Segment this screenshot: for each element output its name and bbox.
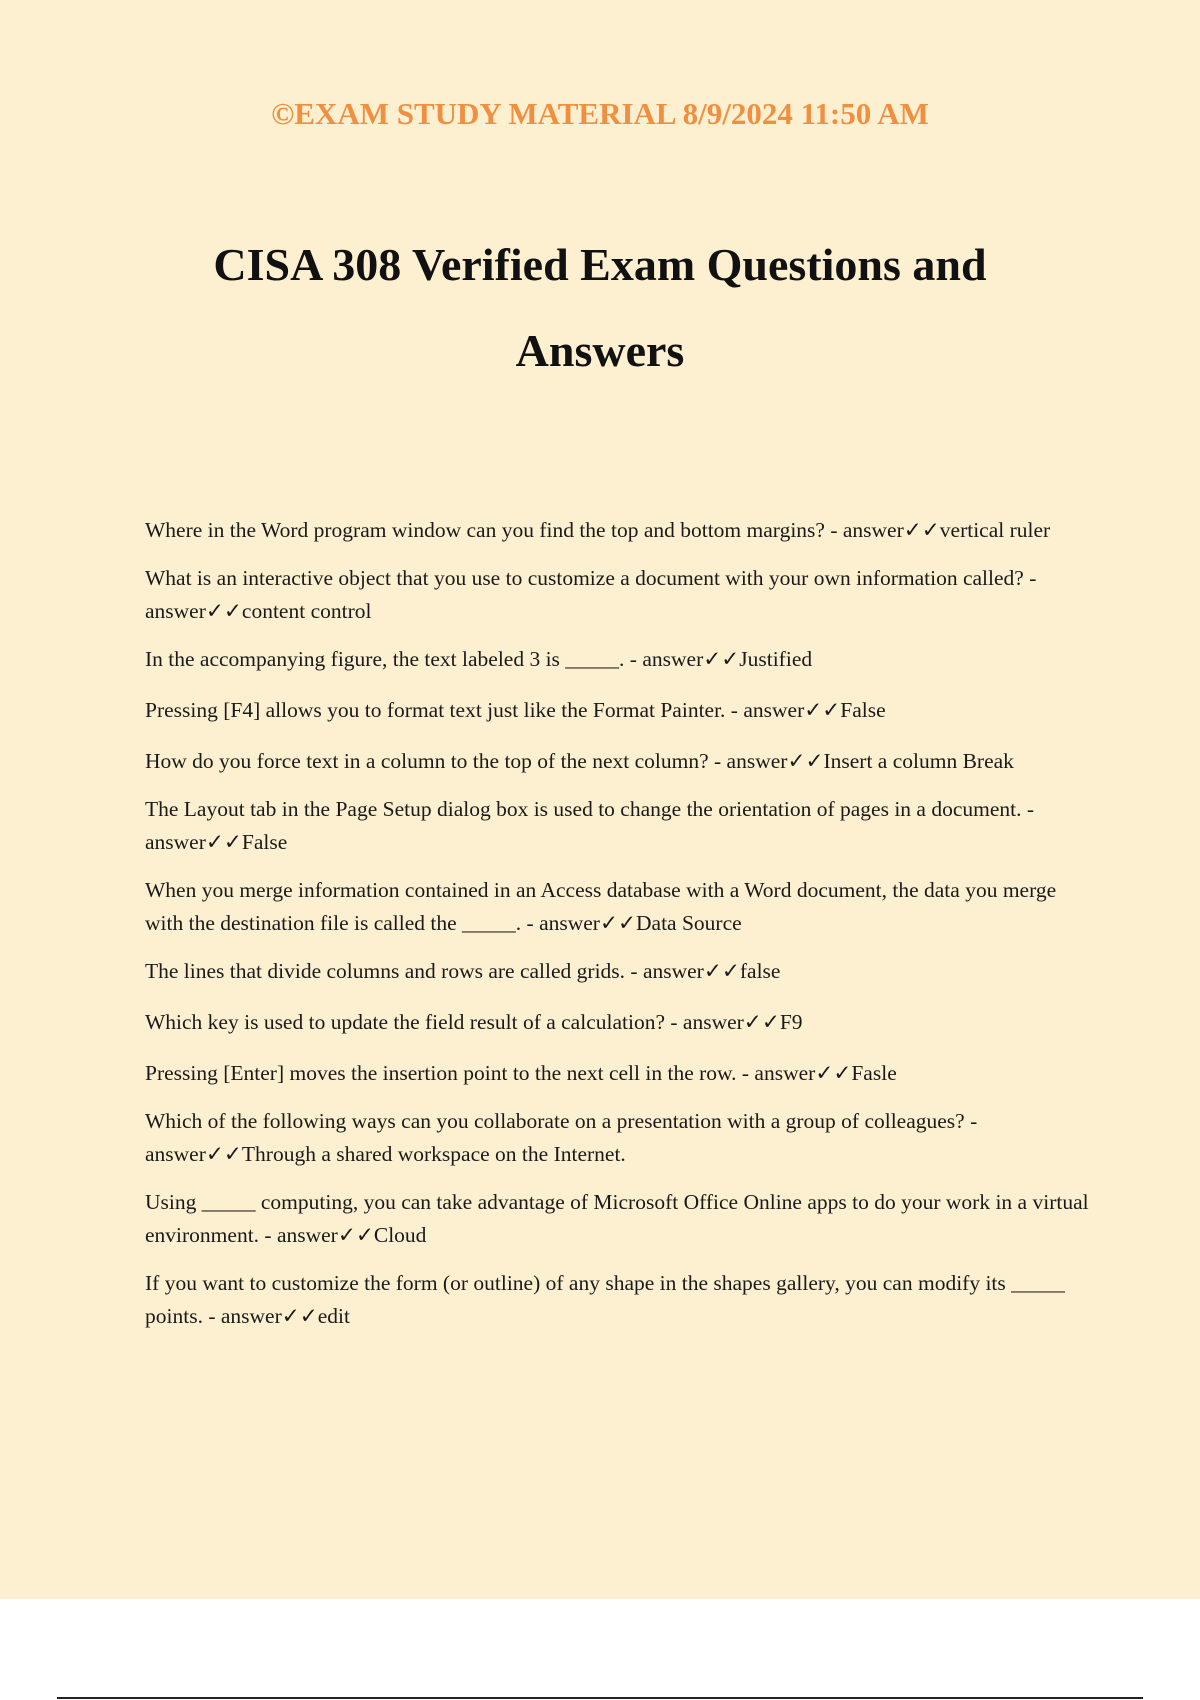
qa-item: How do you force text in a column to the top of the next column? - answer✓✓Insert a column Break	[145, 749, 1014, 773]
qa-list	[145, 514, 1090, 1348]
document-header	[0, 96, 1200, 132]
qa-item: The lines that divide columns and rows are called grids. - answer✓✓false	[145, 959, 781, 983]
qa-item: Using _____ computing, you can take advantage of Microsoft Office Online apps to do your work in a virtual environment. - answer✓✓Cloud	[145, 1190, 1089, 1247]
qa-item: What is an interactive object that you use to customize a document with your own information called? - answer✓✓content control	[145, 566, 1037, 623]
qa-item: When you merge information contained in an Access database with a Word document, the data you merge with the destination file is called the _____. - answer✓✓Data Source	[145, 878, 1057, 935]
header-text: EXAM STUDY MATERIAL 8/9/2024 11:50 AM	[294, 96, 929, 131]
page-title: CISA 308 Verified Exam Questions and Answers	[213, 239, 987, 376]
qa-item: Pressing [Enter] moves the insertion point to the next cell in the row. - answer✓✓Fasle	[145, 1061, 897, 1085]
qa-item: In the accompanying figure, the text labeled 3 is _____. - answer✓✓Justified	[145, 647, 813, 671]
qa-item: Which of the following ways can you collaborate on a presentation with a group of colleagues? - answer✓✓Through a shared workspace on the Internet.	[145, 1109, 978, 1166]
qa-item: If you want to customize the form (or outline) of any shape in the shapes gallery, you can modify its _____ points. - answer✓✓edit	[145, 1271, 1065, 1328]
qa-item: The Layout tab in the Page Setup dialog box is used to change the orientation of pages in a document. - answer✓✓False	[145, 797, 1035, 854]
qa-item: Pressing [F4] allows you to format text just like the Format Painter. - answer✓✓False	[145, 698, 886, 722]
qa-item: Where in the Word program window can you find the top and bottom margins? - answer✓✓vertical ruler	[145, 518, 1051, 542]
footer-divider	[57, 1697, 1143, 1699]
copyright-symbol: ©	[271, 96, 295, 131]
qa-item: Which key is used to update the field result of a calculation? - answer✓✓F9	[145, 1010, 803, 1034]
